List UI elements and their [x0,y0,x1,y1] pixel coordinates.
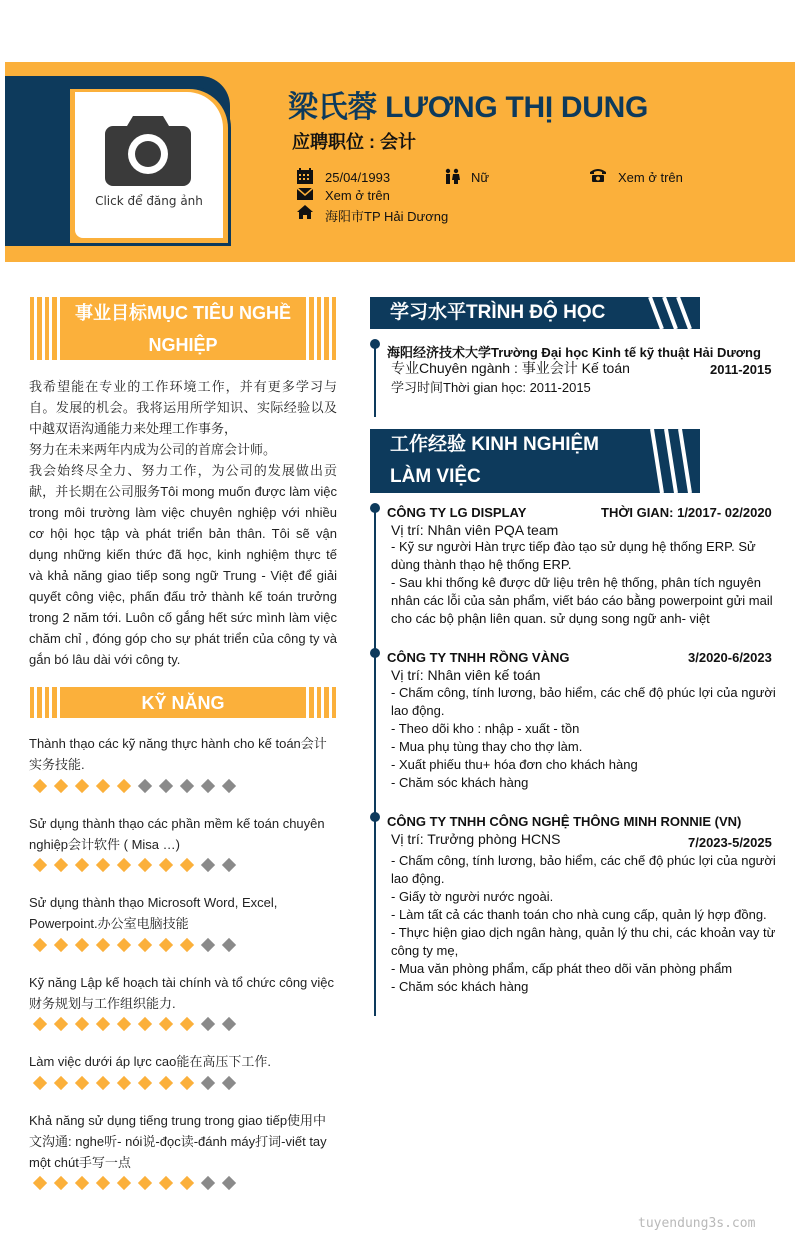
education-timeline [374,342,376,417]
rating-diamond-filled [138,1076,152,1090]
duty-line: - Sau khi thống kê được dữ liệu trên hệ thống, phân tích nguyên nhân các lỗi của sản phẩm, viết báo cáo bằng powerpoint gửi mail cho các bộ phận liên quan. sử dụng song ngữ anh- việt [391,575,773,626]
rating-diamond-filled [117,858,131,872]
rating-diamond-filled [159,938,173,952]
rating-diamond-filled [96,1017,110,1031]
objective-text-2: 努力在未来两年内成为公司的首席会计师。 [29,442,277,457]
candidate-name: 梁氏蓉 LƯƠNG THỊ DUNG [288,91,649,124]
skill-rating [33,1176,236,1190]
objective-heading [30,297,336,360]
skill-text: Sử dụng thành thạo các phần mềm kế toán chuyên nghiệp会计软件 ( Misa …) [29,816,325,852]
email: Xem ở trên [325,188,390,203]
rating-diamond-empty [222,858,236,872]
duty-line: - Chấm công, tính lương, bảo hiểm, các chế độ phúc lợi của người lao động. [391,853,776,886]
rating-diamond-filled [33,1176,47,1190]
home-icon [296,204,314,220]
job-duties [391,684,781,792]
photo-caption: Click để đăng ảnh [95,194,203,208]
skill-text: Làm việc dưới áp lực cao能在高压下工作. [29,1054,271,1069]
rating-diamond-filled [180,938,194,952]
job-role: Vị trí: Trưởng phòng HCNS [391,831,561,847]
experience-timeline [374,508,376,1016]
rating-diamond-filled [117,938,131,952]
rating-diamond-empty [201,858,215,872]
education-major: 专业Chuyên ngành : 事业会计 Kế toán [391,360,630,376]
slash-decoration [640,297,700,329]
rating-diamond-filled [75,858,89,872]
job-duties [391,852,781,996]
rating-diamond-filled [54,1176,68,1190]
rating-diamond-filled [180,1017,194,1031]
job-company: CÔNG TY LG DISPLAY [387,505,527,520]
skill-text: Sử dụng thành thạo Microsoft Word, Excel, Powerpoint.办公室电脑技能 [29,895,278,931]
objective-body [29,376,337,670]
watermark: tuyendung3s.com [638,1216,756,1231]
birthday: 25/04/1993 [325,170,391,185]
job-date: THỜI GIAN: 1/2017- 02/2020 [601,505,772,520]
rating-diamond-empty [222,938,236,952]
skill-rating [33,1017,236,1031]
gender: Nữ [471,170,490,185]
camera-icon [105,112,191,186]
duty-line: - Theo dõi kho : nhập - xuất - tồn [391,721,580,736]
education-title: 学习水平TRÌNH ĐỘ HỌC [390,302,606,323]
skill-rating [33,1076,236,1090]
skill-text: Thành thạo các kỹ năng thực hành cho kế toán会计实务技能. [29,736,327,772]
rating-diamond-filled [54,938,68,952]
address: 海阳市TP Hải Dương [325,209,449,224]
rating-diamond-filled [33,1076,47,1090]
objective-text-3: 我会始终尽全力、努力工作，为公司的发展做出贡献，并长期在公司服务Tôi mong muốn được làm việc trong môi trường làm việc chuyên nghiệp với nhiều cơ hội học tập và phát triển bản thân. Tôi sẽ vận dụng những kiến thức đã học, kinh nghiệm thực tế và khả năng giao tiếp song ngữ Trung - Việt để giải quyết công việc, phấn đấu trở thành kế toán trưởng trong 2 năm tới. Luôn cố gắng hết sức mình làm việc chăm chỉ , đóng góp cho sự phát triển của công ty và gắn bó lâu dài với công ty. [29,463,337,667]
rating-diamond-filled [117,1076,131,1090]
job-date: 3/2020-6/2023 [688,650,772,665]
phone: Xem ở trên [618,170,683,185]
duty-line: - Làm tất cả các thanh toán cho nhà cung cấp, quản lý hợp đồng. [391,907,767,922]
rating-diamond-filled [138,858,152,872]
rating-diamond-filled [159,1017,173,1031]
rating-diamond-filled [96,858,110,872]
duty-line: - Xuất phiếu thu+ hóa đơn cho khách hàng [391,757,638,772]
education-years: 2011-2015 [710,362,772,377]
rating-diamond-filled [117,779,131,793]
duty-line: - Chăm sóc khách hàng [391,979,529,994]
rating-diamond-filled [117,1176,131,1190]
envelope-icon [296,186,314,202]
duty-line: - Chấm công, tính lương, bảo hiểm, các chế độ phúc lợi của người lao động. [391,685,776,718]
rating-diamond-filled [138,938,152,952]
rating-diamond-filled [96,779,110,793]
applied-position: 应聘职位 : 会计 [292,132,416,152]
rating-diamond-empty [222,1076,236,1090]
rating-diamond-filled [75,1176,89,1190]
rating-diamond-filled [117,1017,131,1031]
job-company: CÔNG TY TNHH RỒNG VÀNG [387,650,570,665]
skill-text: Khả năng sử dụng tiếng trung trong giao tiếp使用中文沟通: nghe听- nói说-đọc读-đánh máy打词-viết tay một chút手写一点 [29,1113,327,1170]
rating-diamond-filled [33,858,47,872]
rating-diamond-filled [54,1017,68,1031]
skill-rating [33,938,236,952]
photo-upload[interactable] [75,92,223,238]
duty-line: - Mua phụ tùng thay cho thợ làm. [391,739,583,754]
duty-line: - Kỹ sư người Hàn trực tiếp đào tạo sử dụng hệ thống ERP. Sử dùng thành thạo hệ thống ERP. [391,539,756,572]
rating-diamond-empty [201,1176,215,1190]
skills-heading [30,687,336,718]
rating-diamond-filled [180,1176,194,1190]
experience-heading [370,429,700,493]
skill-rating [33,858,236,872]
objective-text-1: 我希望能在专业的工作环境工作，并有更多学习与自。发展的机会。我将运用所学知识、实际经验以及中越双语沟通能力来处理工作事务， [29,379,337,436]
skill-rating [33,779,236,793]
timeline-dot [370,339,380,349]
duty-line: - Giấy tờ người nước ngoài. [391,889,554,904]
job-role: Vị trí: Nhân viên PQA team [391,522,559,538]
rating-diamond-empty [180,779,194,793]
rating-diamond-filled [54,1076,68,1090]
skill-text: Kỹ năng Lập kế hoạch tài chính và tổ chức công việc财务规划与工作组织能力. [29,975,335,1011]
rating-diamond-empty [201,1076,215,1090]
rating-diamond-filled [33,779,47,793]
duty-line: - Mua văn phòng phẩm, cấp phát theo dõi văn phòng phẩm [391,961,733,976]
rating-diamond-filled [180,858,194,872]
rating-diamond-empty [222,1176,236,1190]
rating-diamond-filled [75,779,89,793]
education-heading [370,297,700,329]
rating-diamond-filled [75,938,89,952]
rating-diamond-empty [222,1017,236,1031]
rating-diamond-empty [138,779,152,793]
duty-line: - Chăm sóc khách hàng [391,775,529,790]
slash-decoration [640,429,700,493]
rating-diamond-filled [159,1076,173,1090]
objective-title: 事业目标MỤC TIÊU NGHỀ NGHIỆP [75,303,291,355]
rating-diamond-filled [138,1176,152,1190]
rating-diamond-empty [159,779,173,793]
calendar-icon [296,168,314,184]
rating-diamond-filled [138,1017,152,1031]
rating-diamond-filled [159,1176,173,1190]
job-company: CÔNG TY TNHH CÔNG NGHỆ THÔNG MINH RONNIE (VN) [387,814,742,829]
rating-diamond-empty [201,779,215,793]
rating-diamond-filled [54,779,68,793]
rating-diamond-filled [96,1176,110,1190]
job-date: 7/2023-5/2025 [688,835,772,850]
rating-diamond-filled [33,938,47,952]
rating-diamond-empty [222,779,236,793]
skills-title: KỸ NĂNG [141,693,225,713]
timeline-dot [370,648,380,658]
rating-diamond-filled [75,1076,89,1090]
timeline-dot [370,812,380,822]
phone-icon [589,167,607,183]
rating-diamond-filled [54,858,68,872]
job-role: Vị trí: Nhân viên kế toán [391,667,541,683]
rating-diamond-filled [33,1017,47,1031]
rating-diamond-filled [96,1076,110,1090]
job-duties [391,538,781,628]
gender-icon [443,168,461,184]
rating-diamond-filled [96,938,110,952]
duty-line: - Thực hiện giao dịch ngân hàng, quản lý thu chi, các khoản vay từ công ty mẹ, [391,925,776,958]
rating-diamond-filled [180,1076,194,1090]
experience-title: 工作经验 KINH NGHIỆM LÀM VIỆC [390,434,600,487]
timeline-dot [370,503,380,513]
education-study-time: 学习时间Thời gian học: 2011-2015 [391,380,591,395]
rating-diamond-filled [159,858,173,872]
rating-diamond-empty [201,1017,215,1031]
rating-diamond-filled [75,1017,89,1031]
rating-diamond-empty [201,938,215,952]
education-school: 海阳经济技术大学Trường Đại học Kinh tế kỹ thuật Hải Dương [387,345,761,360]
